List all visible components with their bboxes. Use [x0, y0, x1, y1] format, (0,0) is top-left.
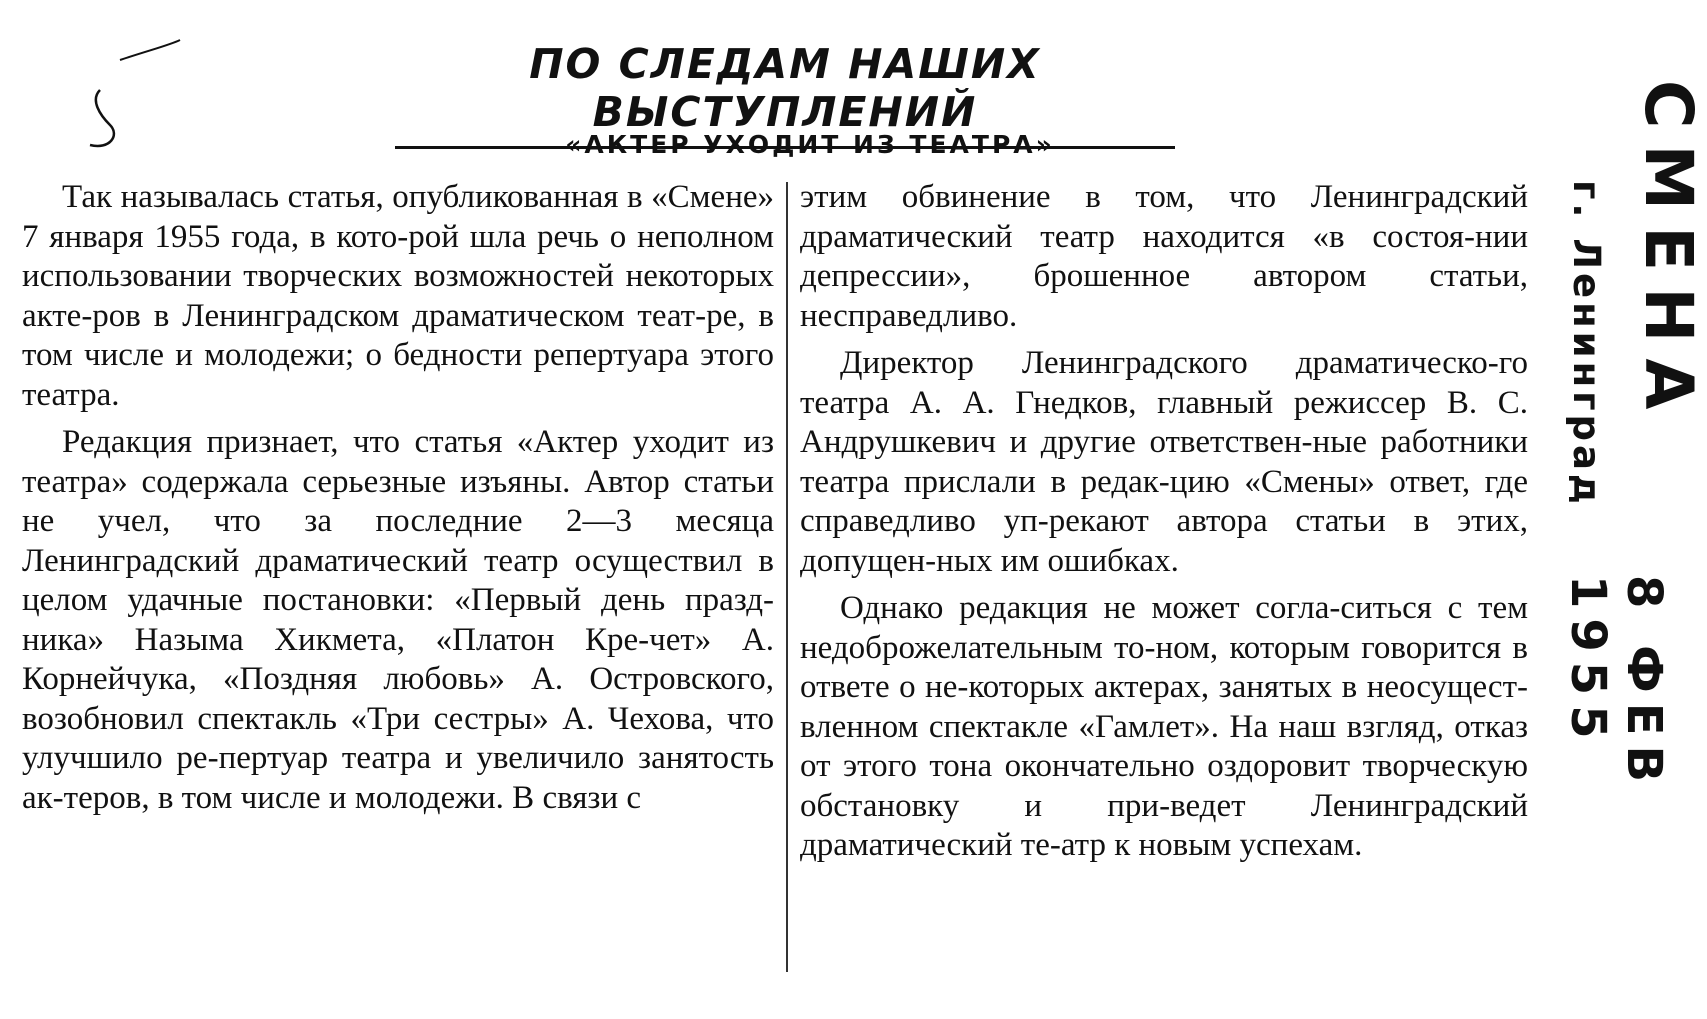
date-stamp: [1560, 80, 1707, 960]
paragraph: Однако редакция не может согла-ситься с тем недоброжелательным то-ном, которым говорится в ответе о не-которых актерах, занятых в неосущест-вленном спектакле «Гамлет». На наш взгляд, отказ от этого тона окончательно оздоровит творческую обстановку и при-ведет Ленинградский драматический те-атр к новым успехам.: [800, 590, 1528, 863]
paragraph: Так называлась статья, опубликованная в «Смене» 7 января 1955 года, в кото-рой шла речь о неполном использовании творческих возможностей некоторых акте-ров в Ленинградском драматическом теат-ре, в том числе и молодежи; о бедности репертуара этого театра.: [22, 179, 774, 413]
stamp-date: 8 ФЕВ 1955: [1560, 575, 1672, 793]
article-title: «АКТЕР УХОДИТ ИЗ ТЕАТРА»: [565, 130, 1055, 159]
article-right-column: [800, 178, 1528, 874]
paragraph: этим обвинение в том, что Ленинградский драматический театр находится «в состоя-нии депрессии», брошенное автором статьи, несправедливо.: [800, 179, 1528, 334]
stamp-newspaper: СМЕНА: [1630, 80, 1707, 426]
article-left-column: [22, 178, 774, 826]
column-divider: [786, 182, 788, 972]
paragraph: Редакция признает, что статья «Актер уходит из театра» содержала серьезные изъяны. Автор статьи не учел, что за последние 2—3 месяца Ленинградский драматический театр осуществил в целом удачные постановки: «Первый день празд-ника» Назыма Хикмета, «Платон Кре-чет» А. Корнейчука, «Поздняя любовь» А. Островского, возобновил спектакль «Три сестры» А. Чехова, что улучшило ре-пертуар театра и увеличило занятость ак-теров, в том числе и молодежи. В связи с: [22, 424, 774, 816]
stamp-city: г. Ленинград: [1565, 180, 1608, 508]
paragraph: Директор Ленинградского драматическо-го театра А. А. Гнедков, главный режиссер В. С. Андрушкевич и другие ответствен-ные работники театра прислали в редак-цию «Смены» ответ, где справедливо уп-рекают автора статьи в этих, допущен-ных им ошибках.: [800, 345, 1528, 579]
section-heading: ПО СЛЕДАМ НАШИХ ВЫСТУПЛЕНИЙ: [395, 40, 1175, 149]
handwritten-mark: [70, 40, 210, 165]
